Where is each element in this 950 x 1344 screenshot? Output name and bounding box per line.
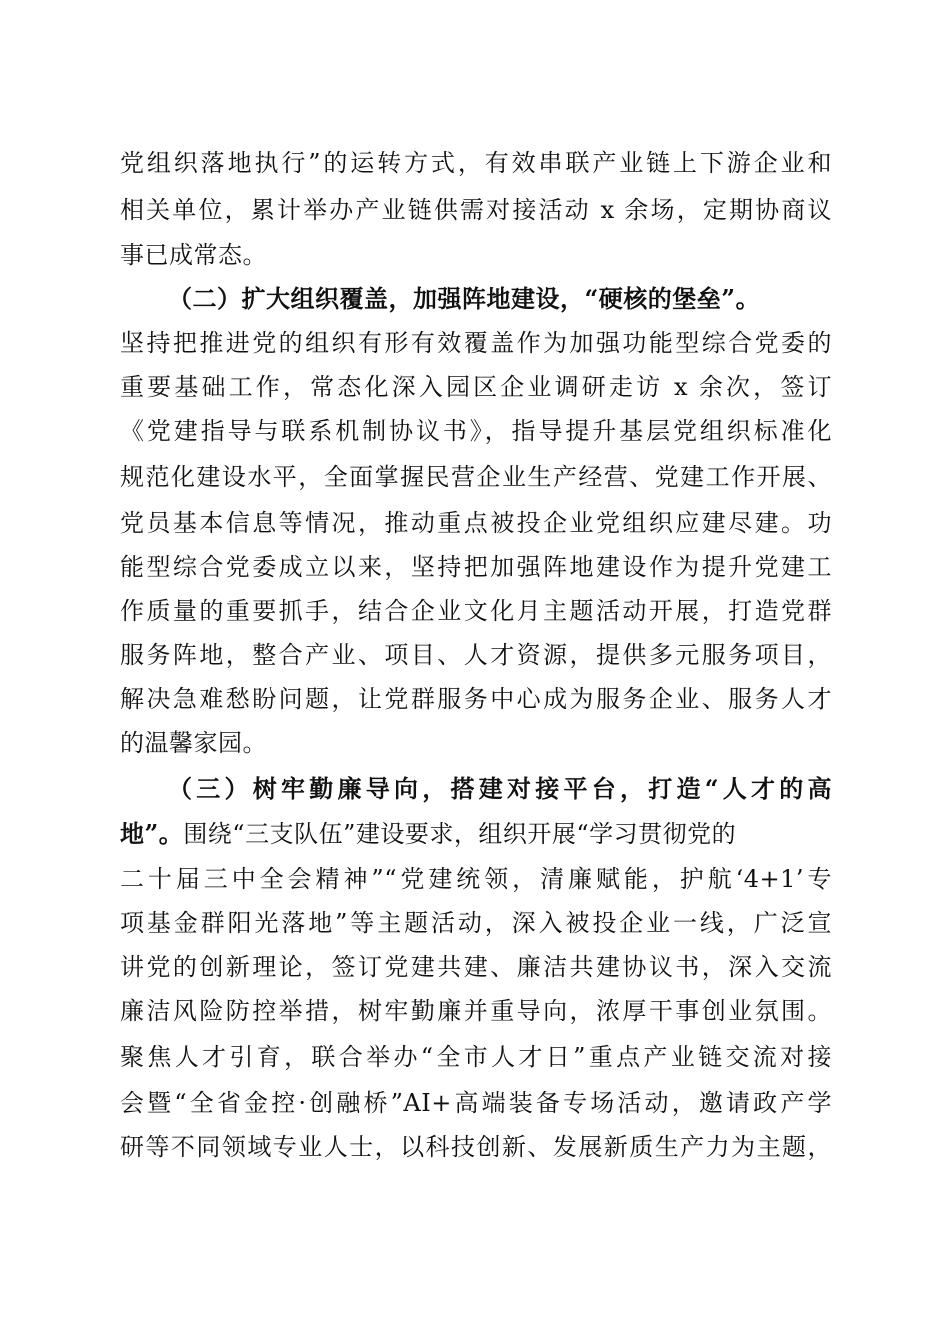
text-line-21: 聚焦人才引育，联合举办“全市人才日”重点产业链交流对接 (120, 1043, 832, 1071)
text-line-16 (120, 812, 832, 856)
section-heading-3-end: 地”。 (120, 819, 184, 848)
text-line-3: 事已成常态。 (120, 241, 267, 269)
text-line-10: 能型综合党委成立以来，坚持把加强阵地建设作为提升党建工 (120, 553, 832, 581)
text-line-8: 规范化建设水平，全面掌握民营企业生产经营、党建工作开展、 (120, 463, 832, 491)
text-line-23: 研等不同领域专业人士，以科技创新、发展新质生产力为主题， (120, 1133, 832, 1161)
text-line-7: 《党建指导与联系机制协议书》，指导提升基层党组织标准化 (120, 417, 832, 445)
text-line-5: 坚持把推进党的组织有形有效覆盖作为加强功能型综合党委的 (120, 329, 832, 357)
section-heading-3: （三）树牢勤廉导向，搭建对接平台，打造“人才的高 (168, 774, 832, 803)
text-line-18: 项基金群阳光落地”等主题活动，深入被投企业一线，广泛宣 (120, 909, 832, 937)
text-line-6: 重要基础工作，常态化深入园区企业调研走访 x 余次，签订 (120, 373, 832, 401)
text-line-20: 廉洁风险防控举措，树牢勤廉并重导向，浓厚干事创业氛围。 (120, 997, 832, 1025)
text-line-11: 作质量的重要抓手，结合企业文化月主题活动开展，打造党群 (120, 597, 832, 625)
section-3-body-start: 围绕“三支队伍”建设要求，组织开展“学习贯彻党的 (183, 820, 737, 848)
text-line-14: 的温馨家园。 (120, 729, 267, 757)
text-line-9: 党员基本信息等情况，推动重点被投企业党组织应建尽建。功 (120, 509, 832, 537)
text-line-19: 讲党的创新理论，签订党建共建、廉洁共建协议书，深入交流 (120, 953, 832, 981)
text-line-13: 解决急难愁盼问题，让党群服务中心成为服务企业、服务人才 (120, 685, 832, 713)
text-line-1: 党组织落地执行”的运转方式，有效串联产业链上下游企业和 (120, 149, 832, 177)
text-line-12: 服务阵地，整合产业、项目、人才资源，提供多元服务项目， (120, 641, 832, 669)
text-line-22: 会暨“全省金控·创融桥”AI+高端装备专场活动，邀请政产学 (120, 1089, 832, 1117)
section-heading-2: （二）扩大组织覆盖，加强阵地建设，“硬核的堡垒”。 (168, 284, 761, 313)
text-line-17: 二十届三中全会精神”“党建统领，清廉赋能，护航‘4+1’专 (120, 865, 832, 893)
text-line-2: 相关单位，累计举办产业链供需对接活动 x 余场，定期协商议 (120, 196, 832, 224)
